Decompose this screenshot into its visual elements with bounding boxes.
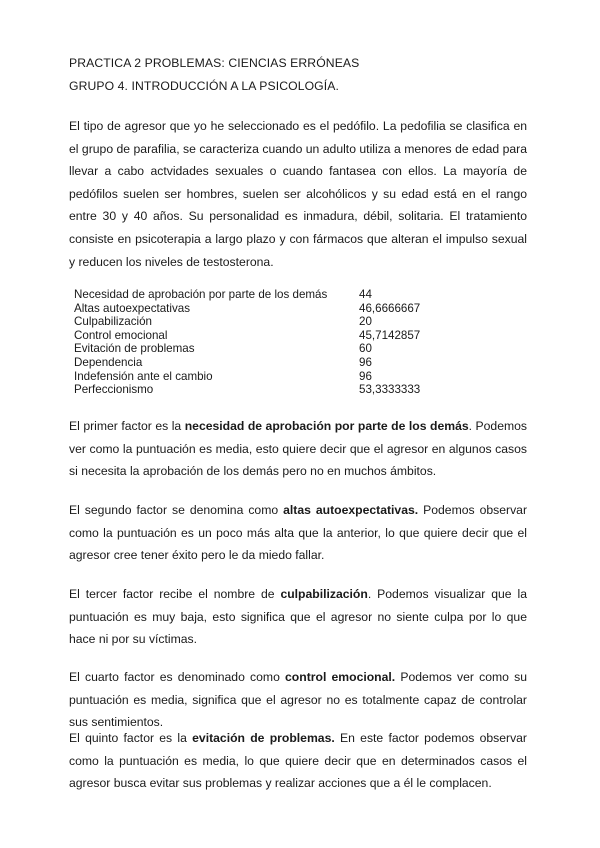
score-label: Perfeccionismo — [74, 383, 154, 397]
factor-text: . Podemos ver como la puntuación es media, esto quiere decir que el agresor en algunos casos si necesita la aprobación de los demás pero no en muchos ámbitos. — [69, 419, 527, 479]
score-row — [74, 288, 479, 302]
score-label: Culpabilización — [74, 315, 152, 329]
score-row — [74, 329, 479, 343]
factor-text: En este factor podemos observar como la puntuación es media, lo que quiere decir que en determinados casos el agresor busca evitar sus problemas y realizar acciones que a él le complacen. — [69, 731, 527, 791]
factor-text: El tercer factor recibe el nombre de — [69, 587, 281, 601]
factor-paragraph-2 — [69, 499, 527, 567]
score-row — [74, 356, 479, 370]
factor-term: evitación de problemas. — [192, 731, 335, 745]
score-value: 45,7142857 — [359, 328, 421, 342]
score-label: Dependencia — [74, 355, 143, 369]
score-row — [74, 315, 479, 329]
score-row — [74, 302, 479, 316]
factor-text: El cuarto factor es denominado como — [69, 670, 286, 684]
score-value: 96 — [359, 369, 372, 383]
factor-paragraph-4 — [69, 666, 527, 734]
score-value: 20 — [359, 315, 372, 329]
factor-paragraph-1 — [69, 415, 527, 483]
score-row — [74, 342, 479, 356]
factor-term: culpabilización — [280, 587, 368, 601]
score-row — [74, 383, 479, 397]
score-label: Indefensión ante el cambio — [74, 369, 213, 383]
score-row — [74, 370, 479, 384]
factor-term: necesidad de aprobación por parte de los demás — [184, 419, 469, 433]
score-label: Evitación de problemas — [74, 342, 195, 356]
factor-text: El segundo factor se denomina como — [69, 503, 284, 517]
score-label: Altas autoexpectativas — [74, 301, 191, 315]
factor-paragraph-5 — [69, 727, 527, 795]
score-value: 44 — [359, 288, 372, 301]
score-label: Control emocional — [74, 328, 168, 342]
intro-paragraph: El tipo de agresor que yo he seleccionado es el pedófilo. La pedofilia se clasifica en el grupo de parafilia, se caracteriza cuando un adulto utiliza a menores de edad para llevar a cabo actvidades sexuales o cuando fantasea con ellos. La mayoría de pedófilos suelen ser hombres, suelen ser alcohólicos y su edad está en el rango entre 30 y 40 años. Su personalidad es inmadura, débil, solitaria. El tratamiento consiste en psicoterapia a largo plazo y con fármacos que alteran el impulso sexual y reducen los niveles de testosterona. — [69, 119, 527, 269]
score-value: 96 — [359, 355, 372, 369]
score-value: 60 — [359, 342, 372, 356]
scores-table — [74, 288, 479, 397]
factor-text: Podemos observar como la puntuación es un poco más alta que la anterior, lo que quiere decir que el agresor cree tener éxito pero le da miedo fallar. — [69, 503, 527, 563]
factor-text: El primer factor es la — [69, 419, 185, 433]
header-line-1: PRACTICA 2 PROBLEMAS: CIENCIAS ERRÓNEAS — [69, 56, 360, 70]
factor-term: altas autoexpectativas. — [283, 503, 419, 517]
score-value: 46,6666667 — [359, 301, 421, 315]
factor-text: El quinto factor es la — [69, 731, 193, 745]
score-value: 53,3333333 — [359, 383, 421, 397]
factor-paragraph-3 — [69, 583, 527, 651]
factor-text: . Podemos visualizar que la puntuación es muy baja, esto significa que el agresor no siente culpa por lo que hace ni por su víctimas. — [69, 587, 527, 647]
factor-term: control emocional. — [285, 670, 396, 684]
factor-text: Podemos ver como su puntuación es media, significa que el agresor no es totalmente capaz de controlar sus sentimientos. — [69, 670, 527, 730]
header-line-2: GRUPO 4. INTRODUCCIÓN A LA PSICOLOGÍA. — [69, 79, 339, 93]
score-label: Necesidad de aprobación por parte de los demás — [74, 288, 328, 301]
